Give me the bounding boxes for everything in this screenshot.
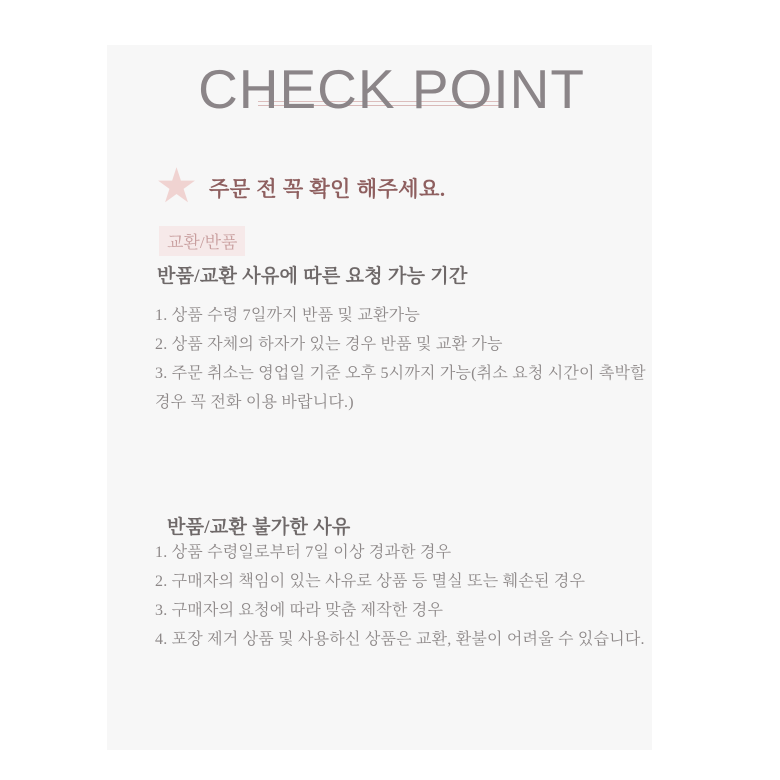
list-item: 3. 주문 취소는 영업일 기준 오후 5시까지 가능(취소 요청 시간이 촉박할 경우 꼭 전화 이용 바랍니다.): [155, 365, 646, 411]
order-notice-text: 주문 전 꼭 확인 해주세요.: [209, 177, 446, 201]
list-item: 2. 상품 자체의 하자가 있는 경우 반품 및 교환 가능: [155, 336, 503, 353]
list-item: 3. 구매자의 요청에 따라 맞춤 제작한 경우: [155, 602, 444, 619]
checkpoint-panel: [107, 45, 652, 750]
list-item: 1. 상품 수령 7일까지 반품 및 교환가능: [155, 307, 420, 324]
not-allowed-rule-list: [155, 538, 660, 654]
page-title: CHECK POINT: [198, 58, 585, 120]
list-item: 2. 구매자의 책임이 있는 사유로 상품 등 멸실 또는 훼손된 경우: [155, 573, 586, 590]
star-icon: ★: [155, 160, 199, 213]
list-item: 1. 상품 수령일로부터 7일 이상 경과한 경우: [155, 544, 452, 561]
section-heading-request-period: 반품/교환 사유에 따른 요청 가능 기간: [157, 266, 468, 287]
request-period-rule-list: [155, 301, 660, 417]
list-item: 4. 포장 제거 상품 및 사용하신 상품은 교환, 환불이 어려울 수 있습니다.: [155, 631, 645, 648]
section-heading-not-allowed: 반품/교환 불가한 사유: [167, 517, 351, 538]
exchange-return-tag: 교환/반품: [159, 226, 245, 256]
